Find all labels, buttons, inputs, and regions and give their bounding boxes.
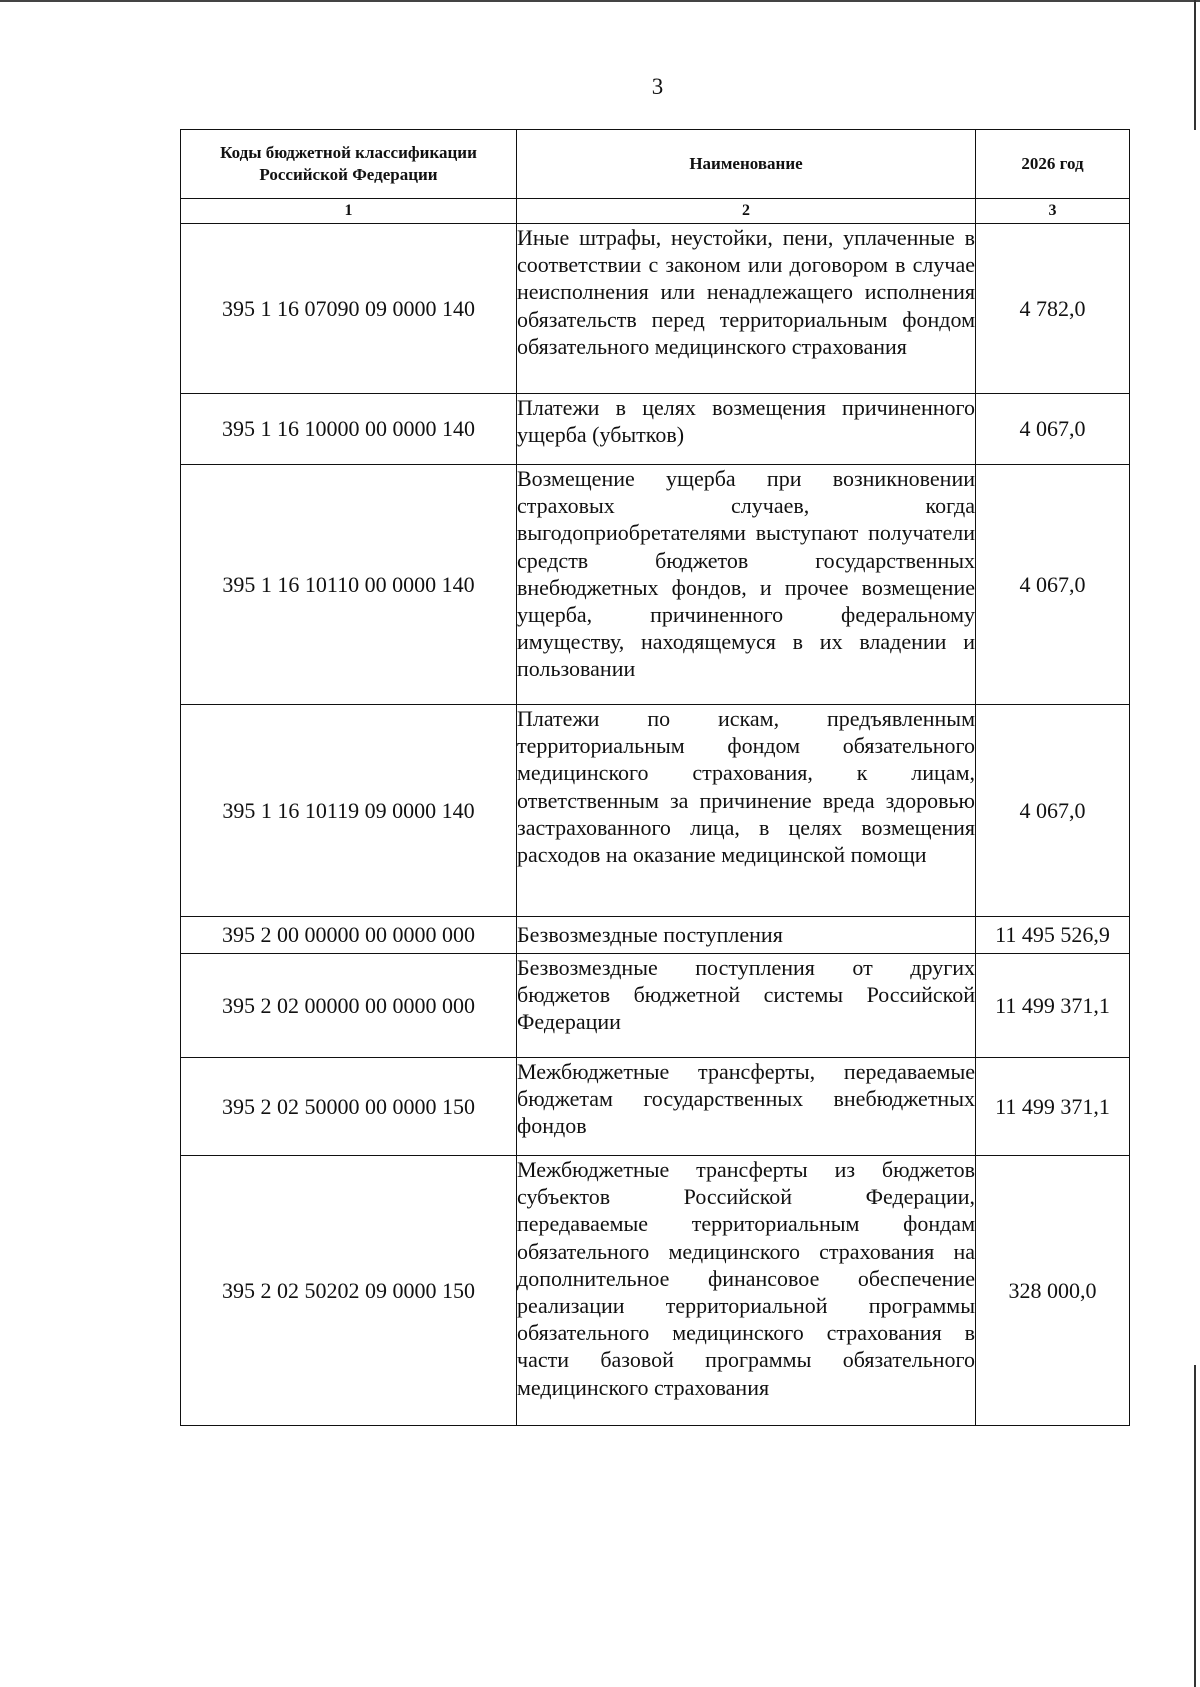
page-number: 3 (651, 74, 664, 99)
column-number-row (181, 199, 1130, 224)
row-name: Межбюджетные трансферты из бюджетов субъектов Российской Федерации, передаваемые территориальным фондам обязательного медицинского страхования на дополнительное финансовое обеспечение реализации территориальной программы обязательного медицинского страхования в части базовой программы обязательного медицинского страхования (517, 1156, 976, 1426)
row-amount: 328 000,0 (976, 1156, 1130, 1426)
header-amount: 2026 год (976, 130, 1130, 199)
row-code: 395 1 16 10000 00 0000 140 (181, 394, 517, 465)
table-row (181, 1058, 1130, 1156)
row-amount: 11 499 371,1 (976, 954, 1130, 1058)
row-code: 395 2 00 00000 00 0000 000 (181, 917, 517, 954)
row-code: 395 2 02 50000 00 0000 150 (181, 1058, 517, 1156)
row-name: Платежи в целях возмещения причиненного ущерба (убытков) (517, 394, 976, 465)
column-number-2: 2 (517, 199, 976, 224)
table-row (181, 465, 1130, 705)
scan-edge-right-upper (1194, 0, 1196, 130)
table-row (181, 954, 1130, 1058)
row-name: Безвозмездные поступления от других бюджетов бюджетной системы Российской Федерации (517, 954, 976, 1058)
table-row (181, 917, 1130, 954)
row-name: Безвозмездные поступления (517, 917, 976, 954)
row-code: 395 2 02 50202 09 0000 150 (181, 1156, 517, 1426)
row-amount: 11 495 526,9 (976, 917, 1130, 954)
row-code: 395 2 02 00000 00 0000 000 (181, 954, 517, 1058)
column-number-1: 1 (181, 199, 517, 224)
header-name: Наименование (517, 130, 976, 199)
row-name: Иные штрафы, неустойки, пени, уплаченные в соответствии с законом или договором в случае неисполнения или ненадлежащего исполнения обязательств перед территориальным фондом обязательного медицинского страхования (517, 224, 976, 394)
row-amount: 4 067,0 (976, 705, 1130, 917)
row-name: Возмещение ущерба при возникновении страховых случаев, когда выгодоприобретателями выступают получатели средств бюджетов государственных внебюджетных фондов, и прочее возмещение ущерба, причиненного федеральному имуществу, находящемуся в их владении и пользовании (517, 465, 976, 705)
table-header-row (181, 130, 1130, 199)
row-amount: 4 782,0 (976, 224, 1130, 394)
scan-edge-right-lower (1194, 1365, 1196, 1687)
row-name: Платежи по искам, предъявленным территориальным фондом обязательного медицинского страхования, к лицам, ответственным за причинение вреда здоровью застрахованного лица, в целях возмещения расходов на оказание медицинской помощи (517, 705, 976, 917)
row-amount: 4 067,0 (976, 465, 1130, 705)
column-number-3: 3 (976, 199, 1130, 224)
row-amount: 4 067,0 (976, 394, 1130, 465)
budget-classification-table (180, 129, 1130, 1426)
row-name: Межбюджетные трансферты, передаваемые бюджетам государственных внебюджетных фондов (517, 1058, 976, 1156)
table-row (181, 705, 1130, 917)
row-code: 395 1 16 10119 09 0000 140 (181, 705, 517, 917)
header-code: Коды бюджетной классификации Российской Федерации (181, 130, 517, 199)
row-code: 395 1 16 10110 00 0000 140 (181, 465, 517, 705)
scan-edge-top (0, 0, 1200, 2)
row-code: 395 1 16 07090 09 0000 140 (181, 224, 517, 394)
row-amount: 11 499 371,1 (976, 1058, 1130, 1156)
table-row (181, 224, 1130, 394)
table-row (181, 394, 1130, 465)
table-row (181, 1156, 1130, 1426)
